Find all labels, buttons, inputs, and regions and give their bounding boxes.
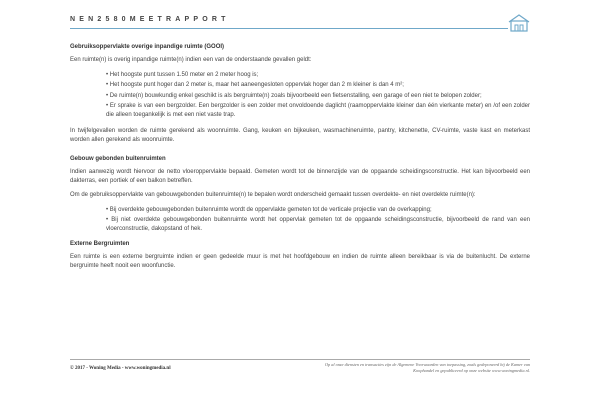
gooi-bullet: • De ruimte(n) bouwkundig enkel geschikt is als bergruimte(n) zoals bijvoorbeeld een fietsenstalling, een garage of een niet te belopen zolder;: [106, 92, 482, 99]
section-heading-extern: Externe Bergruimten: [70, 241, 130, 247]
section-heading-gooi: Gebruiksoppervlakte overige inpandige ruimte (GOOI): [70, 44, 225, 50]
footer-divider: [70, 359, 530, 360]
house-logo-icon: [508, 14, 530, 32]
gooi-bullet: • Er sprake is van een bergzolder. Een bergzolder is een zolder met onvoldoende daglicht (raamoppervlakte kleiner dan één vierkante meter) en /of een zolder die alleen toegankelijk is met een niet vaste trap.: [106, 103, 530, 118]
page-header: [70, 14, 530, 36]
buiten-bullet: • Bij niet overdekte gebouwgebonden buitenruimte wordt het oppervlak gemeten tot de opgaande scheidingsconstructie, bijvoorbeeld de rand van een vloerconstructie, dakopstand of hek.: [106, 217, 530, 232]
extern-paragraph: Een ruimte is een externe bergruimte indien er geen gedeelde muur is met het hoofdgebouw en indien de ruimte alleen bereikbaar is via de buitenlucht. De externe bergruimte heeft nooit een woonfunctie.: [70, 254, 530, 269]
gooi-bullet: • Het hoogste punt hoger dan 2 meter is, maar het aaneengesloten oppervlak hoger dan 2 m kleiner is dan 4 m²;: [106, 82, 404, 88]
gooi-bullet: • Het hoogste punt tussen 1.50 meter en 2 meter hoog is;: [106, 71, 259, 78]
gooi-outro: In twijfelgevallen worden de ruimte gerekend als woonruimte. Gang, keuken en bijkeuken, wasmachineruimte, pantry, kitchenette, CV-ruimte, vaste kast en meterkast worden allen gerekend als woonruimte.: [70, 128, 530, 143]
header-divider: [70, 28, 508, 29]
footer-copyright: © 2017 - Woning Media - www.woningmedia.nl: [70, 366, 171, 371]
buiten-paragraph-1: Indien aanwezig wordt hiervoor de netto vloeroppervlakte bepaald. Gemeten wordt tot de binnenzijde van de opgaande scheidingsconstructie. Het kan bijvoorbeeld een dakterras, een portiek of een balkon betreffen.: [70, 169, 530, 184]
gooi-intro: Een ruimte(n) is overig inpandige ruimte(n) indien een van de onderstaande gevallen geldt:: [70, 57, 312, 63]
report-title: NEN2580MEETRAPPORT: [70, 16, 230, 23]
document-body: [70, 44, 530, 276]
buiten-paragraph-2: Om de gebruiksoppervlakte van gebouwgebonden buitenruimte(n) te bepalen wordt onderscheid gemaakt tussen overdekte- en niet overdekte ruimte(n):: [70, 192, 476, 198]
buiten-bullet: • Bij overdekte gebouwgebonden buitenruimte wordt de oppervlakte gemeten tot de verticale projectie van de overkapping;: [106, 206, 432, 213]
section-heading-buitenruimten: Gebouw gebonden buitenruimten: [70, 156, 166, 162]
footer-disclaimer: Op al onze diensten en transacties zijn de Algemene Voorwaarden van toepassing, zoals gedeponeerd bij de Kamer van Koophandel en gepubliceerd op onze website www.woningmedia.nl.: [324, 362, 530, 373]
